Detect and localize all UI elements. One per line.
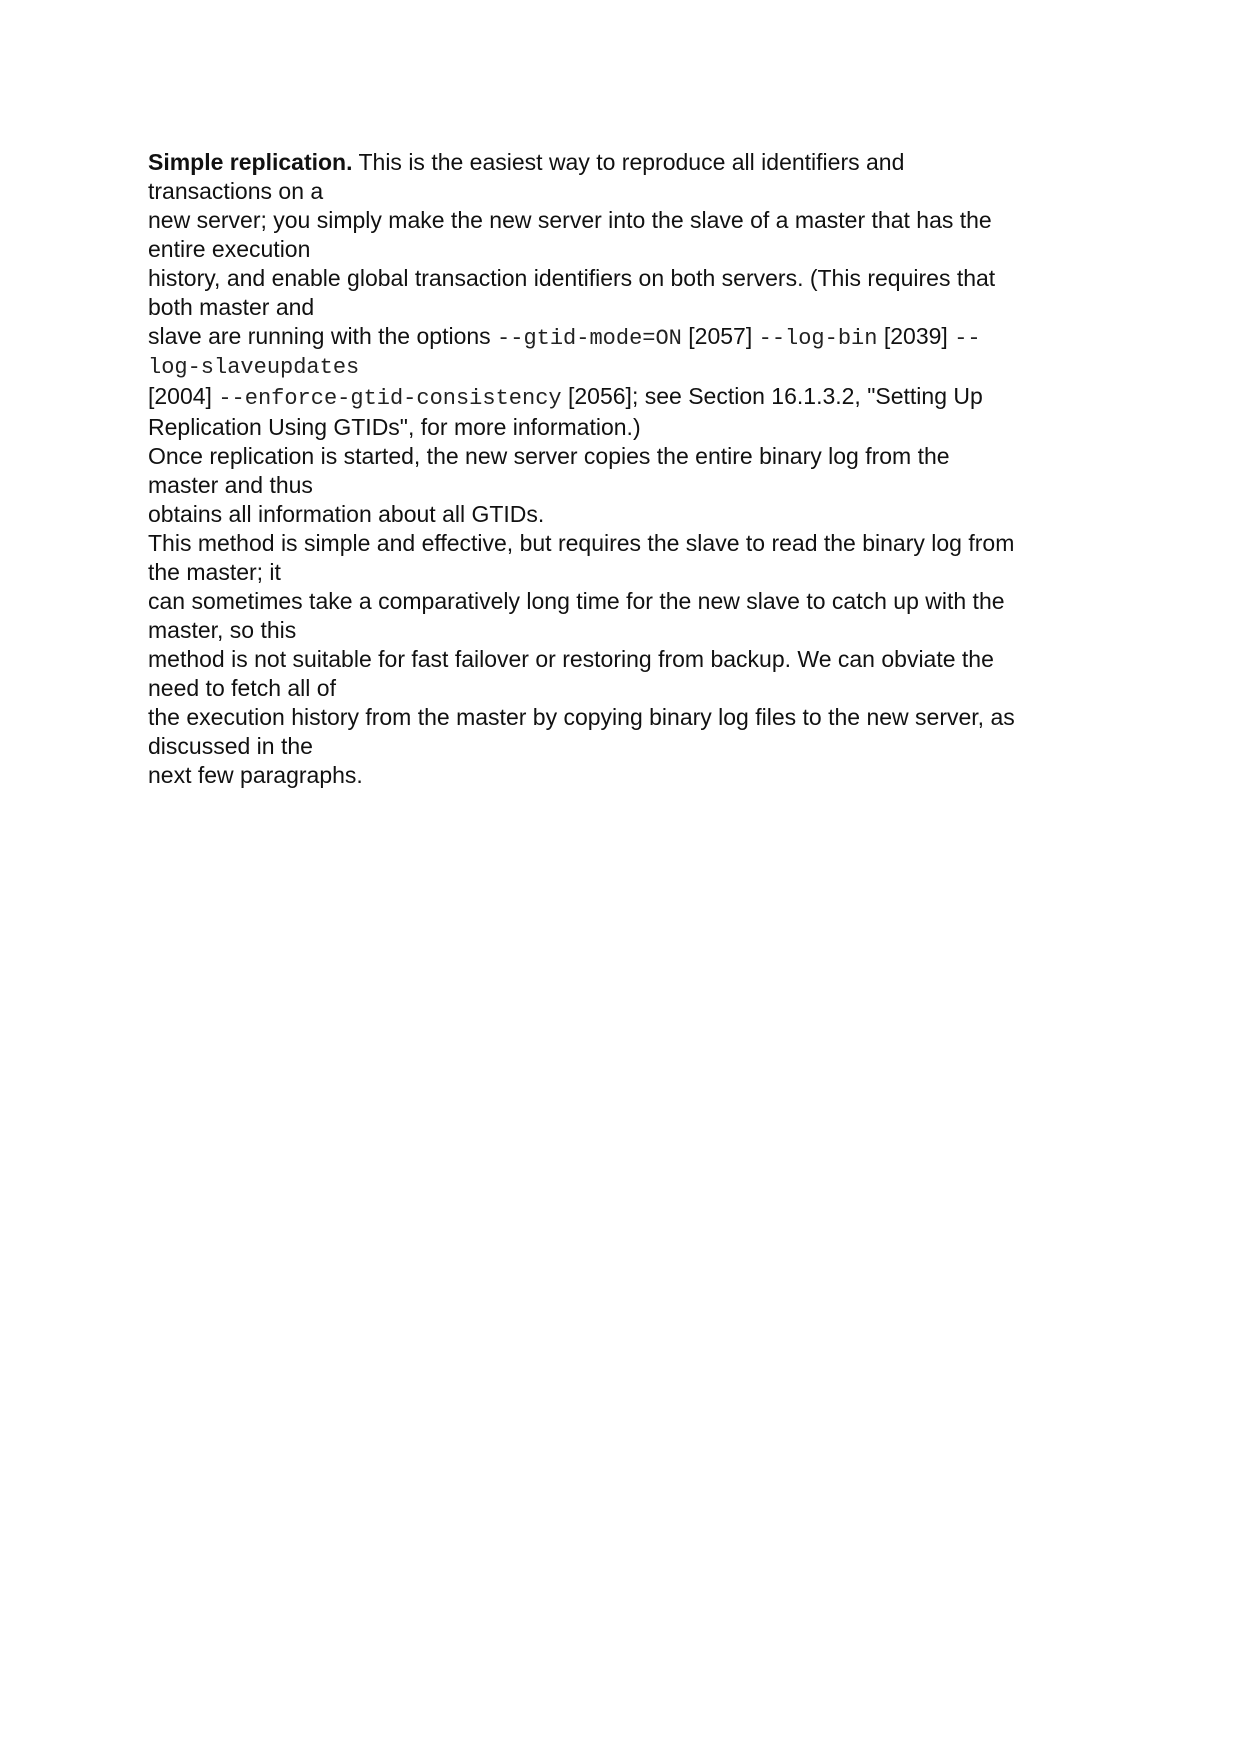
text-line: next few paragraphs. [148, 762, 363, 788]
text-line [148, 322, 1108, 353]
text-segment: [2056]; see Section 16.1.3.2, "Setting Up [561, 383, 983, 409]
code-option-log-bin: --log-bin [758, 326, 878, 351]
text-segment: [2057] [681, 323, 759, 349]
text-segment: [2004] [148, 383, 219, 409]
text-line: master and thus [148, 472, 313, 498]
text-line: need to fetch all of [148, 675, 336, 701]
code-option-dashes: -- [954, 326, 981, 351]
text-line: history, and enable global transaction identifiers on both servers. (This requires that [148, 265, 996, 291]
text-line: obtains all information about all GTIDs. [148, 501, 545, 527]
lead-in-heading: Simple replication. [148, 149, 353, 175]
text-segment: [2039] [877, 323, 955, 349]
text-line: can sometimes take a comparatively long time for the new slave to catch up with the [148, 588, 1005, 614]
text-segment: This is the easiest way to reproduce all identifiers and [352, 149, 905, 175]
text-line: the execution history from the master by copying binary log files to the new server, as [148, 704, 1015, 730]
text-line [148, 382, 1108, 413]
code-option-log-slave-updates: log-slaveupdates [148, 355, 360, 380]
text-line: transactions on a [148, 178, 324, 204]
code-option-gtid-mode: --gtid-mode=ON [497, 326, 682, 351]
text-line: method is not suitable for fast failover or restoring from backup. We can obviate the [148, 646, 994, 672]
text-line [148, 148, 1108, 177]
text-segment: slave are running with the options [148, 323, 498, 349]
code-option-enforce-gtid-consistency: --enforce-gtid-consistency [218, 386, 562, 411]
document-body [148, 148, 1108, 790]
text-line: discussed in the [148, 733, 313, 759]
text-line: This method is simple and effective, but requires the slave to read the binary log from [148, 530, 1015, 556]
text-line: new server; you simply make the new server into the slave of a master that has the [148, 207, 992, 233]
text-line: entire execution [148, 236, 311, 262]
text-line: the master; it [148, 559, 281, 585]
text-line: Once replication is started, the new server copies the entire binary log from the [148, 443, 950, 469]
text-line: both master and [148, 294, 315, 320]
text-line: Replication Using GTIDs", for more information.) [148, 414, 641, 440]
text-line: master, so this [148, 617, 297, 643]
